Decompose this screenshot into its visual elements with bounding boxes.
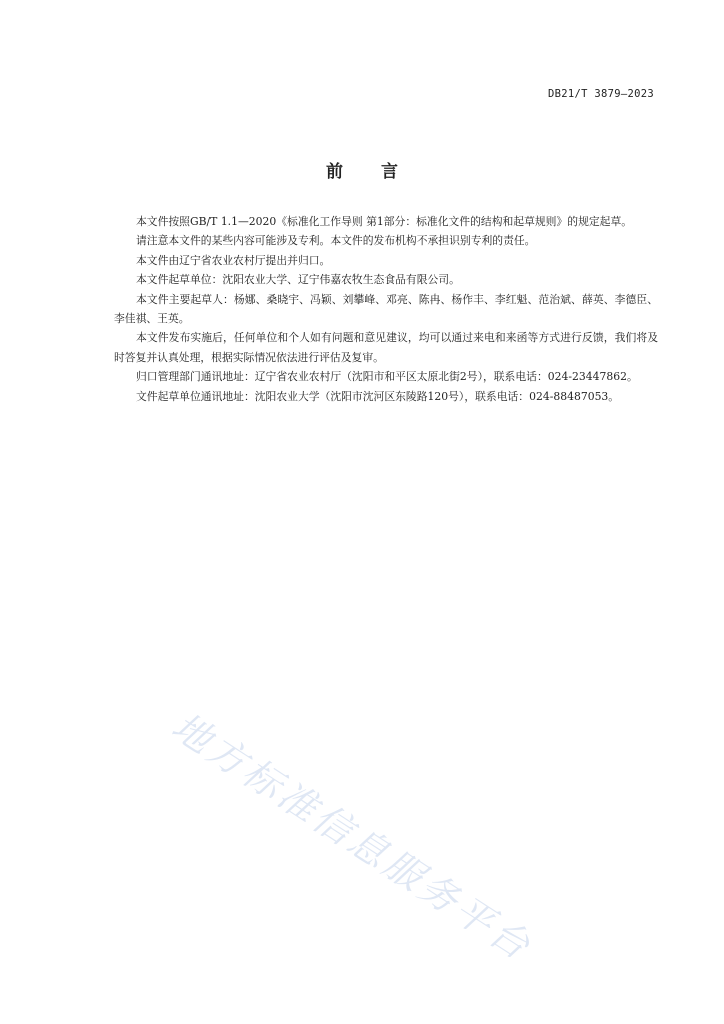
- paragraph-drafting-basis: 本文件按照GB/T 1.1—2020《标准化工作导则 第1部分：标准化文件的结构和起草规则》的规定起草。: [136, 215, 633, 228]
- paragraph-drafter-contact: 文件起草单位通讯地址：沈阳农业大学（沈阳市沈河区东陵路120号），联系电话：024-88487053。: [136, 389, 620, 403]
- paragraph-admin-contact: 归口管理部门通讯地址：辽宁省农业农村厅（沈阳市和平区太原北街2号），联系电话：024-23447862。: [136, 370, 638, 384]
- paragraph-drafters: 本文件主要起草人：杨娜、桑晓宇、冯颖、刘攀峰、邓亮、陈冉、杨作丰、李红魁、范治斌、薛英、李德臣、李佳祺、王英。: [114, 292, 658, 326]
- paragraph-proposer: 本文件由辽宁省农业农村厅提出并归口。: [136, 253, 331, 267]
- page-title: 前言: [326, 162, 436, 182]
- watermark: 地方标准信息服务平台: [164, 703, 541, 970]
- paragraph-drafting-units: 本文件起草单位：沈阳农业大学、辽宁伟嘉农牧生态食品有限公司。: [136, 273, 460, 287]
- foreword-body: [114, 212, 658, 406]
- paragraph-feedback: 本文件发布实施后，任何单位和个人如有问题和意见建议，均可以通过来电和来函等方式进行反馈，我们将及时答复并认真处理，根据实际情况依法进行评估及复审。: [114, 331, 658, 364]
- paragraph-patent-notice: 请注意本文件的某些内容可能涉及专利。本文件的发布机构不承担识别专利的责任。: [136, 234, 536, 248]
- document-code: DB21/T 3879—2023: [548, 88, 654, 100]
